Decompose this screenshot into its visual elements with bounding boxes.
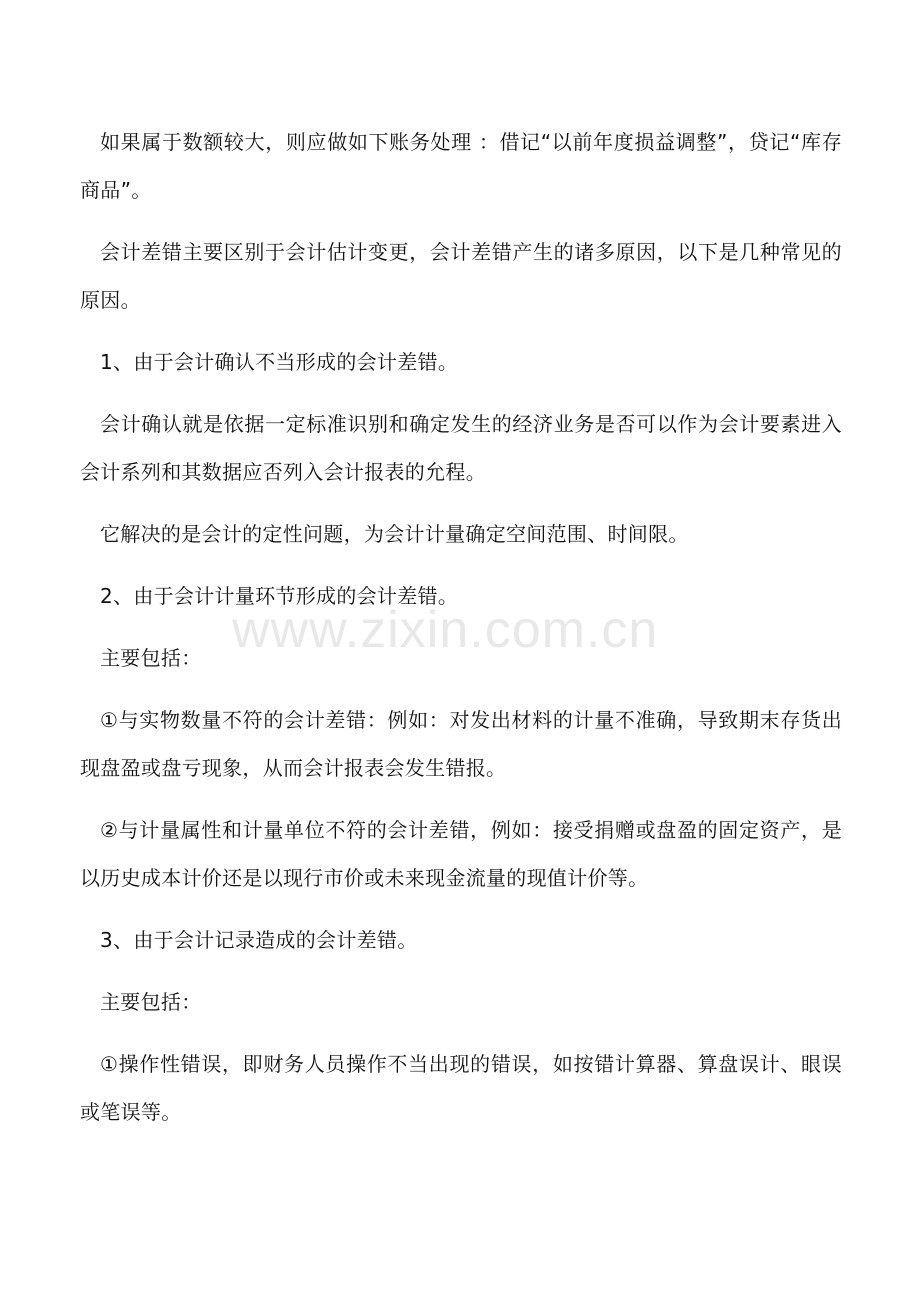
paragraph-attribute-error: ②与计量属性和计量单位不符的会计差错，例如：接受捐赠或盘盈的固定资产，是以历史成本计价还是以现行市价或未来现金流量的现值计价等。 bbox=[80, 818, 842, 890]
paragraph-quantity-error: ①与实物数量不符的会计差错：例如：对发出材料的计量不准确，导致期末存货出现盘盈或盘亏现象，从而会计报表会发生错报。 bbox=[80, 708, 842, 780]
paragraph-error-causes-intro: 会计差错主要区别于会计估计变更，会计差错产生的诸多原因，以下是几种常见的原因。 bbox=[80, 240, 842, 312]
paragraph-recognition-purpose: 它解决的是会计的定性问题，为会计计量确定空间范围、时间限。 bbox=[100, 522, 689, 546]
paragraph-includes-1: 主要包括： bbox=[100, 646, 202, 670]
paragraph-heading-measurement: 2、由于会计计量环节形成的会计差错。 bbox=[100, 584, 459, 608]
paragraph-operational-error: ①操作性错误，即财务人员操作不当出现的错误，如按错计算器、算盘误计、眼误或笔误等。 bbox=[80, 1052, 842, 1124]
watermark-text: www.zixin.com.cn bbox=[232, 601, 659, 659]
paragraph-adjustment-entry: 如果属于数额较大，则应做如下账务处理 ：借记“以前年度损益调整”，贷记“库存商品”。 bbox=[80, 130, 842, 202]
paragraph-heading-recording: 3、由于会计记录造成的会计差错。 bbox=[100, 928, 418, 952]
document-body bbox=[80, 118, 842, 1150]
paragraph-heading-recognition: 1、由于会计确认不当形成的会计差错。 bbox=[100, 350, 459, 374]
paragraph-includes-2: 主要包括： bbox=[100, 990, 202, 1014]
paragraph-recognition-definition: 会计确认就是依据一定标准识别和确定发生的经济业务是否可以作为会计要素进入会计系列和其数据应否列入会计报表的允程。 bbox=[80, 412, 842, 484]
